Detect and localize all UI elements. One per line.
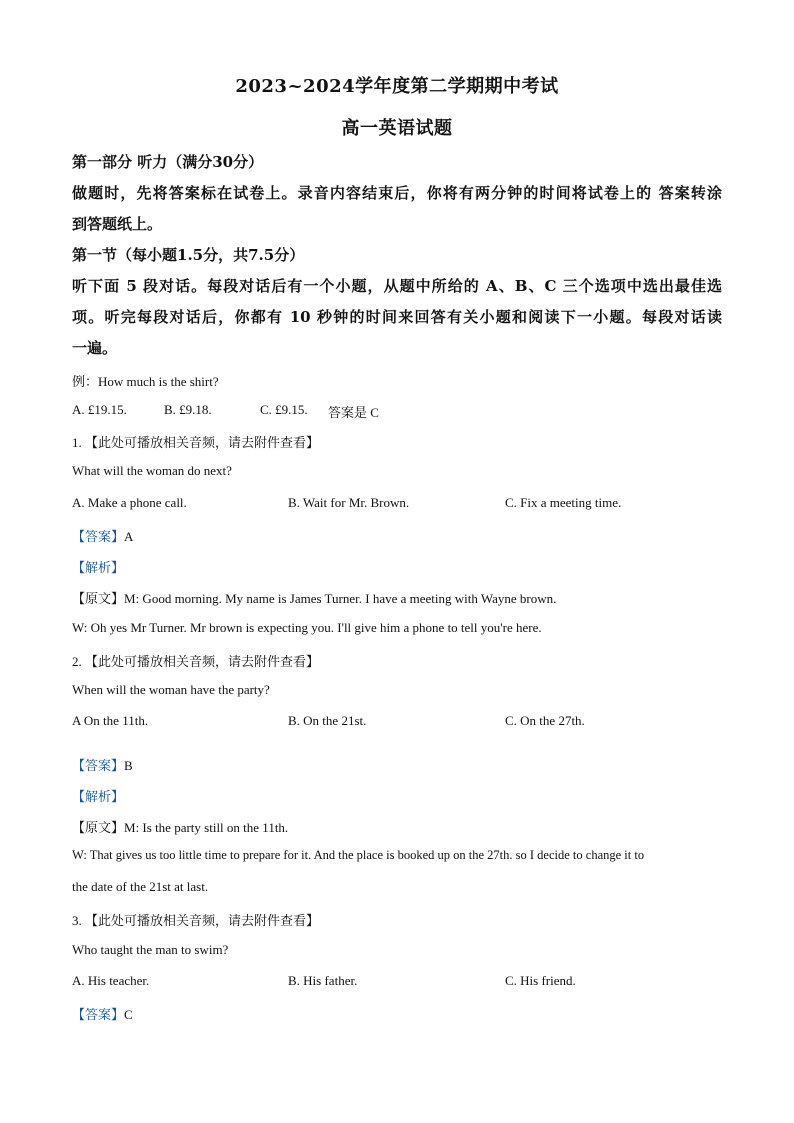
question-3-answer [72,1004,722,1023]
question-2-transcript-3: the date of the 21st at last. [72,879,209,894]
transcript-label: 【原文】 [72,820,125,835]
question-number: 3. [72,913,82,928]
question-1-text: What will the woman do next? [72,463,232,478]
question-1-option-c: C. Fix a meeting time. [505,495,622,510]
example-option-a: A. £19.15. [72,402,127,417]
answer-label: 【答案】 [72,529,125,544]
section1-instruction-line1: 听下面 5 段对话。每段对话后有一个小题，从题中所给的 A、B、C 三个选项中选出最佳选 [72,277,722,295]
answer-value: C [124,1007,133,1022]
answer-label: 【答案】 [72,758,125,773]
part1-instruction-line1: 做题时，先将答案标在试卷上。录音内容结束后，你将有两分钟的时间将试卷上的 答案转涂 [72,184,722,202]
part1-heading: 第一部分 听力（满分30分） [72,153,264,171]
question-2-answer [72,755,722,774]
answer-label: 【答案】 [72,1007,125,1022]
audio-note: 【此处可播放相关音频，请去附件查看】 [85,913,320,928]
question-3-option-b: B. His father. [288,973,358,988]
audio-note: 【此处可播放相关音频，请去附件查看】 [85,435,320,450]
question-2-analysis-label: 【解析】 [72,789,125,804]
section1-heading: 第一节（每小题1.5分，共7.5分） [72,246,305,264]
question-2-transcript-2: W: That gives us too little time to prepare for it. And the place is booked up on the 27th. so I decide to change it to [72,848,645,862]
audio-note: 【此处可播放相关音频，请去附件查看】 [85,654,320,669]
question-3-option-a: A. His teacher. [72,973,150,988]
question-2-option-a: A On the 11th. [72,713,149,728]
example-answer: 答案是 C [328,405,379,420]
question-2-option-b: B. On the 21st. [288,713,367,728]
example-option-c: C. £9.15. [260,402,308,417]
transcript-label: 【原文】 [72,591,125,606]
answer-value: B [124,758,133,773]
question-1-transcript-2: W: Oh yes Mr Turner. Mr brown is expecting you. I'll give him a phone to tell you're here. [72,620,542,635]
question-1-transcript-1 [72,588,722,607]
question-number: 1. [72,435,82,450]
transcript-text: M: Good morning. My name is James Turner. I have a meeting with Wayne brown. [124,591,557,606]
example-option-b: B. £9.18. [164,402,212,417]
answer-value: A [124,529,134,544]
question-1-option-a: A. Make a phone call. [72,495,187,510]
section1-instruction-line3: 一遍。 [72,339,118,357]
part1-instruction-line2: 到答题纸上。 [72,215,163,233]
question-3-option-c: C. His friend. [505,973,576,988]
question-2-transcript-1 [72,817,722,836]
section1-instruction-line2: 项。听完每段对话后，你都有 10 秒钟的时间来回答有关小题和阅读下一小题。每段对话读 [72,308,722,326]
example-question: 例：How much is the shirt? [72,374,219,389]
question-2-option-c: C. On the 27th. [505,713,585,728]
question-3-header [72,910,722,929]
question-2-header [72,651,722,670]
exam-title: 2023~2024学年度第二学期期中考试 [235,76,559,97]
transcript-text: M: Is the party still on the 11th. [124,820,289,835]
exam-subtitle: 高一英语试题 [341,118,453,139]
question-1-answer [72,526,722,545]
question-1-option-b: B. Wait for Mr. Brown. [288,495,410,510]
question-2-text: When will the woman have the party? [72,682,270,697]
question-1-analysis-label: 【解析】 [72,560,125,575]
question-number: 2. [72,654,82,669]
question-3-text: Who taught the man to swim? [72,942,229,957]
question-1-header [72,432,722,451]
